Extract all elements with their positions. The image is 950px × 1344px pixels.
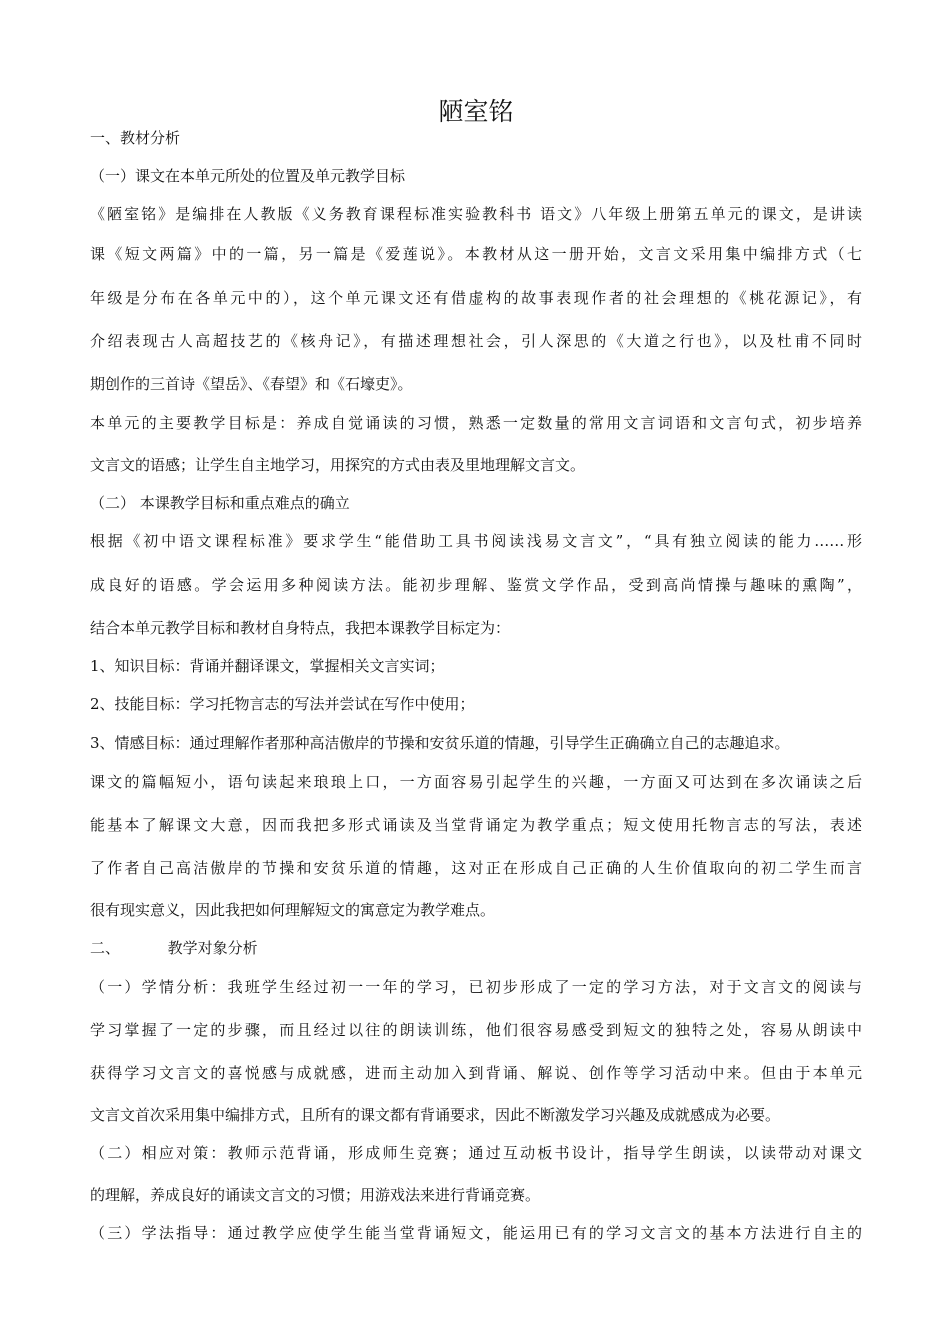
paragraph-line: （二）相应对策：教师示范背诵，形成师生竞赛；通过互动板书设计，指导学生朗读，以读带动对课文 (90, 1144, 862, 1162)
goal-item-emotion: 3、情感目标：通过理解作者那种高洁傲岸的节操和安贫乐道的情趣，引导学生正确确立自己的志趣追求。 (90, 734, 790, 752)
paragraph-line: 年级是分布在各单元中的），这个单元课文还有借虚构的故事表现作者的社会理想的《桃花源记》，有 (90, 289, 862, 307)
paragraph-line: （一）学情分析：我班学生经过初一一年的学习，已初步形成了一定的学习方法，对于文言文的阅读与 (90, 978, 862, 996)
paragraph-line: 课文的篇幅短小，语句读起来琅琅上口，一方面容易引起学生的兴趣，一方面又可达到在多次诵读之后 (90, 773, 862, 791)
paragraph-line: （三）学法指导：通过教学应使学生能当堂背诵短文，能运用已有的学习文言文的基本方法进行自主的 (90, 1224, 862, 1242)
paragraph-line: 《陋室铭》是编排在人教版《义务教育课程标准实验教科书 语文》八年级上册第五单元的课文，是讲读 (90, 205, 862, 223)
paragraph-line: 期创作的三首诗《望岳》、《春望》和《石壕吏》。 (90, 375, 413, 393)
goal-item-skill: 2、技能目标：学习托物言志的写法并尝试在写作中使用； (90, 695, 475, 713)
paragraph-line: 了作者自己高洁傲岸的节操和安贫乐道的情趣，这对正在形成自己正确的人生价值取向的初二学生而言 (90, 859, 862, 877)
heading-textbook-analysis: 一、教材分析 (90, 129, 181, 147)
paragraph-line: 很有现实意义，因此我把如何理解短文的寓意定为教学难点。 (90, 901, 496, 919)
document-title: 陋室铭 (438, 97, 514, 126)
paragraph-line: 成良好的语感。学会运用多种阅读方法。能初步理解、鉴赏文学作品，受到高尚情操与趣味的熏陶”， (90, 576, 862, 594)
subheading-lesson-goals: （二） 本课教学目标和重点难点的确立 (90, 494, 350, 512)
paragraph-line: 文言文首次采用集中编排方式，且所有的课文都有背诵要求，因此不断激发学习兴趣及成就感成为必要。 (90, 1106, 781, 1124)
paragraph-line: 介绍表现古人高超技艺的《核舟记》，有描述理想社会，引人深思的《大道之行也》，以及杜甫不同时 (90, 332, 862, 350)
heading-student-analysis: 二、 教学对象分析 (90, 939, 258, 957)
paragraph-line: 的理解，养成良好的诵读文言文的习惯；用游戏法来进行背诵竞赛。 (90, 1186, 541, 1204)
paragraph-line: 根据《初中语文课程标准》要求学生“能借助工具书阅读浅易文言文”，“具有独立阅读的能力……形 (90, 532, 862, 550)
goal-item-knowledge: 1、知识目标：背诵并翻译课文，掌握相关文言实词； (90, 657, 445, 675)
paragraph-line: 本单元的主要教学目标是：养成自觉诵读的习惯，熟悉一定数量的常用文言词语和文言句式，初步培养 (90, 414, 862, 432)
paragraph-line: 课《短文两篇》中的一篇，另一篇是《爱莲说》。本教材从这一册开始，文言文采用集中编排方式（七 (90, 245, 862, 263)
paragraph-line: 结合本单元教学目标和教材自身特点，我把本课教学目标定为： (90, 619, 511, 637)
paragraph-line: 学习掌握了一定的步骤，而且经过以往的朗读训练，他们很容易感受到短文的独特之处，容易从朗读中 (90, 1021, 862, 1039)
paragraph-line: 能基本了解课文大意，因而我把多形式诵读及当堂背诵定为教学重点；短文使用托物言志的写法，表述 (90, 816, 862, 834)
paragraph-line: 获得学习文言文的喜悦感与成就感，进而主动加入到背诵、解说、创作等学习活动中来。但由于本单元 (90, 1064, 862, 1082)
subheading-unit-position: （一）课文在本单元所处的位置及单元教学目标 (90, 167, 406, 185)
document-page (90, 0, 862, 1344)
paragraph-line: 文言文的语感；让学生自主地学习，用探究的方式由表及里地理解文言文。 (90, 456, 586, 474)
